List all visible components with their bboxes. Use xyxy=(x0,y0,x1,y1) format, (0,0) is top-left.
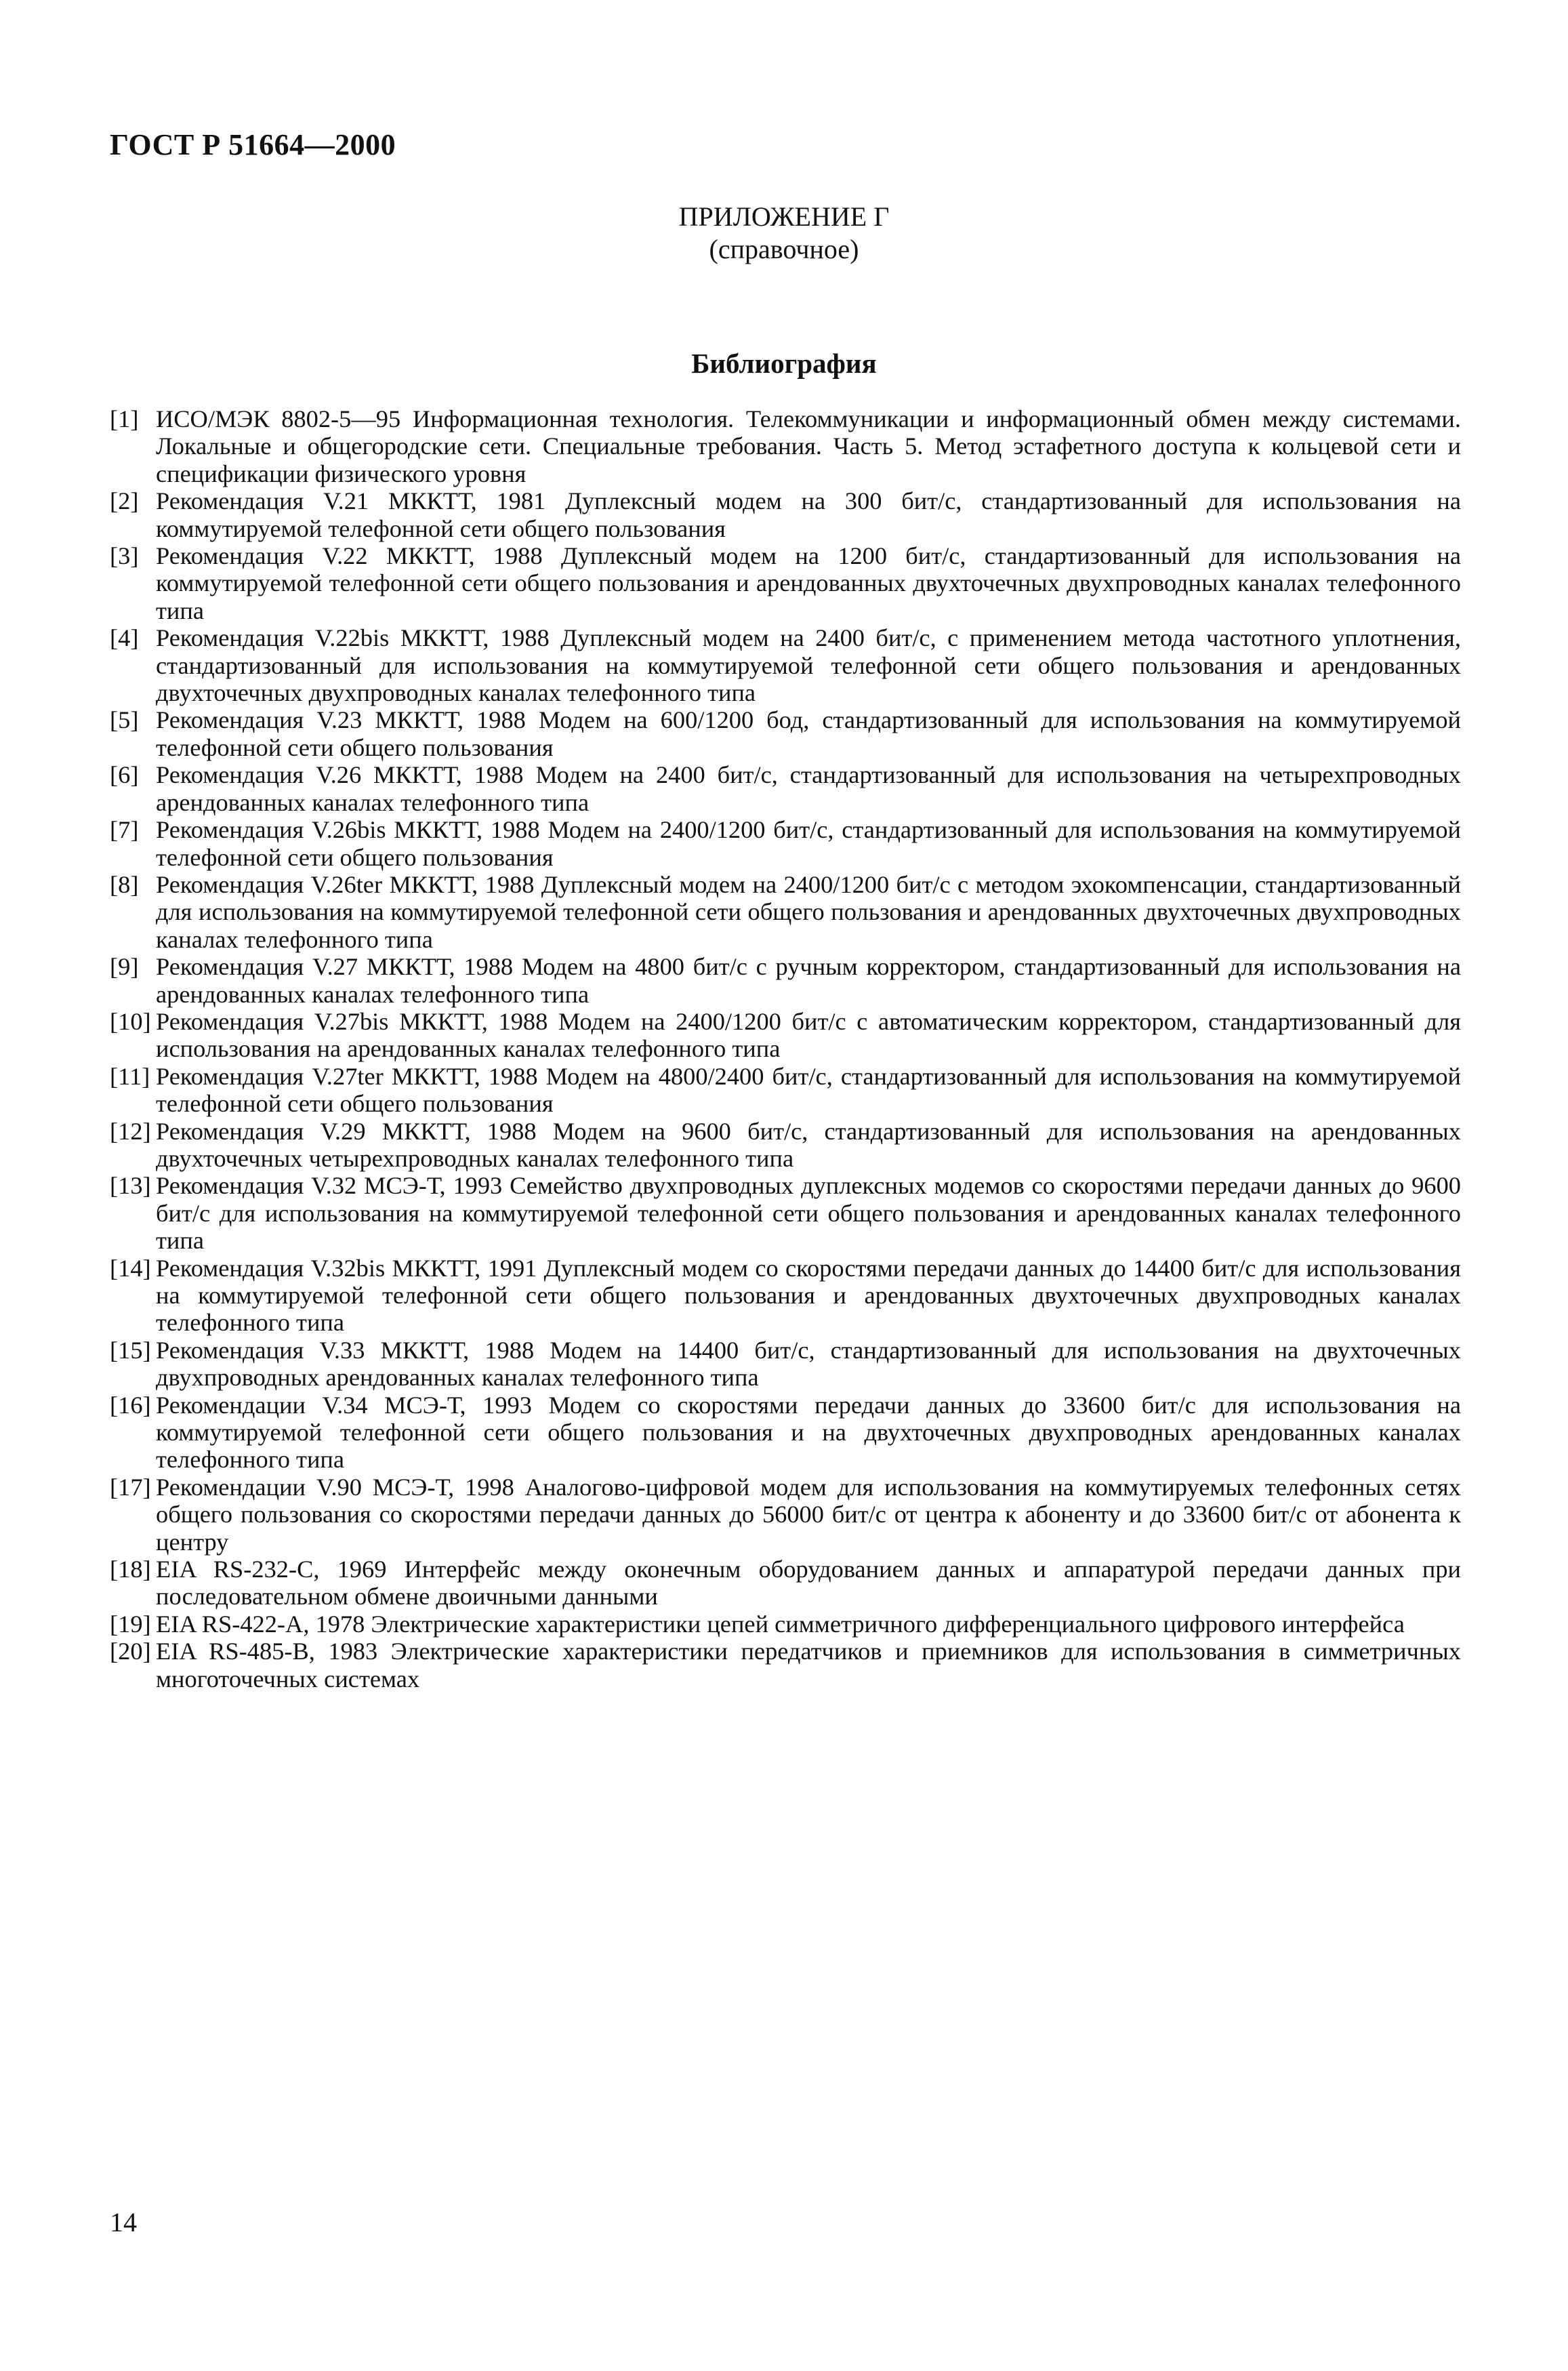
reference-number: [14] xyxy=(110,1254,151,1282)
reference-number: [15] xyxy=(110,1336,151,1364)
reference-item xyxy=(110,487,1461,542)
reference-item xyxy=(110,1474,1461,1556)
reference-number: [11] xyxy=(110,1062,150,1090)
reference-item xyxy=(110,542,1461,624)
reference-item xyxy=(110,1118,1461,1173)
reference-item xyxy=(110,706,1461,761)
reference-text: Рекомендация V.23 МККТТ, 1988 Модем на 600/1200 бод, стандартизованный для использования на коммутируемой телефонной сети общего пользования xyxy=(156,706,1461,761)
reference-number: [10] xyxy=(110,1007,151,1035)
reference-number: [2] xyxy=(110,487,139,515)
reference-text: Рекомендация V.26 МККТТ, 1988 Модем на 2400 бит/с, стандартизованный для использования на четырехпроводных арендованных каналах телефонного типа xyxy=(156,761,1461,816)
reference-item xyxy=(110,1063,1461,1118)
reference-number: [12] xyxy=(110,1117,151,1145)
reference-text: ИСО/МЭК 8802-5—95 Информационная технология. Телекоммуникации и информационный обмен между системами. Локальные и общегородские сети. Специальные требования. Часть 5. Метод эстафетного доступа к кольцевой сети и спецификации физического уровня xyxy=(156,405,1461,487)
bibliography-title: Библиография xyxy=(691,348,877,379)
reference-item xyxy=(110,1392,1461,1474)
reference-text: Рекомендация V.33 МККТТ, 1988 Модем на 14400 бит/с, стандартизованный для использования на двухточечных двухпроводных арендованных каналах телефонного типа xyxy=(156,1336,1461,1392)
reference-number: [8] xyxy=(110,870,139,898)
appendix-title: ПРИЛОЖЕНИЕ Г xyxy=(678,201,890,232)
reference-number: [6] xyxy=(110,761,139,789)
reference-item xyxy=(110,1008,1461,1063)
reference-text: Рекомендация V.22 МККТТ, 1988 Дуплексный модем на 1200 бит/с, стандартизованный для использования на коммутируемой телефонной сети общего пользования и арендованных двухточечных двухпроводных каналах телефонного типа xyxy=(156,542,1461,624)
appendix-heading xyxy=(0,201,1568,266)
reference-text: Рекомендация V.21 МККТТ, 1981 Дуплексный модем на 300 бит/с, стандартизованный для использования на коммутируемой телефонной сети общего пользования xyxy=(156,487,1461,542)
reference-number: [17] xyxy=(110,1473,151,1501)
reference-item xyxy=(110,871,1461,953)
reference-text: Рекомендация V.26ter МККТТ, 1988 Дуплексный модем на 2400/1200 бит/с с методом эхокомпенсации, стандартизованный для использования на коммутируемой телефонной сети общего пользования и арендованных двухточечных двухпроводных каналах телефонного типа xyxy=(156,870,1461,953)
reference-number: [20] xyxy=(110,1638,151,1665)
reference-text: Рекомендация V.22bis МККТТ, 1988 Дуплексный модем на 2400 бит/с, с применением метода частотного уплотнения, стандартизованный для использования на коммутируемой телефонной сети общего пользования и арендованных двухточечных двухпроводных каналах телефонного типа xyxy=(156,624,1461,707)
reference-text: Рекомендация V.32bis МККТТ, 1991 Дуплексный модем со скоростями передачи данных до 14400 бит/с для использования на коммутируемой телефонной сети общего пользования и арендованных двухточечных двухпроводных каналах телефонного типа xyxy=(156,1254,1461,1337)
reference-item xyxy=(110,1556,1461,1610)
reference-number: [13] xyxy=(110,1172,151,1200)
reference-item xyxy=(110,761,1461,816)
page-number: 14 xyxy=(110,2207,137,2237)
reference-text: Рекомендация V.26bis МККТТ, 1988 Модем на 2400/1200 бит/с, стандартизованный для использования на коммутируемой телефонной сети общего пользования xyxy=(156,816,1461,871)
reference-number: [5] xyxy=(110,706,139,734)
reference-text: Рекомендации V.90 МСЭ-Т, 1998 Аналогово-цифровой модем для использования на коммутируемых телефонных сетях общего пользования со скоростями передачи данных до 56000 бит/с от центра к абоненту и до 33600 бит/с от абонента к центру xyxy=(156,1473,1461,1556)
reference-item xyxy=(110,1610,1461,1638)
reference-item xyxy=(110,953,1461,1008)
reference-item xyxy=(110,1337,1461,1392)
reference-item xyxy=(110,1255,1461,1337)
reference-number: [7] xyxy=(110,816,139,844)
reference-number: [19] xyxy=(110,1610,151,1638)
document-code: ГОСТ Р 51664—2000 xyxy=(110,128,396,161)
reference-item xyxy=(110,624,1461,706)
reference-number: [18] xyxy=(110,1556,151,1583)
reference-number: [16] xyxy=(110,1391,151,1419)
reference-text: Рекомендация V.29 МККТТ, 1988 Модем на 9600 бит/с, стандартизованный для использования на арендованных двухточечных четырехпроводных каналах телефонного типа xyxy=(156,1117,1461,1172)
reference-text: EIA RS-485-B, 1983 Электрические характеристики передатчиков и приемников для использования в симметричных многоточечных системах xyxy=(156,1638,1461,1693)
reference-item xyxy=(110,405,1461,487)
reference-text: Рекомендация V.27ter МККТТ, 1988 Модем на 4800/2400 бит/с, стандартизованный для использования на коммутируемой телефонной сети общего пользования xyxy=(156,1062,1461,1118)
reference-text: EIA RS-422-A, 1978 Электрические характеристики цепей симметричного дифференциального цифрового интерфейса xyxy=(156,1610,1405,1638)
appendix-subtitle: (справочное) xyxy=(709,234,859,264)
reference-item xyxy=(110,1172,1461,1254)
reference-list xyxy=(110,405,1461,1693)
reference-number: [9] xyxy=(110,953,139,981)
reference-item xyxy=(110,1638,1461,1693)
reference-text: Рекомендация V.32 МСЭ-Т, 1993 Семейство двухпроводных дуплексных модемов со скоростями передачи данных до 9600 бит/с для использования на коммутируемой телефонной сети общего пользования и арендованных каналах телефонного типа xyxy=(156,1172,1461,1255)
reference-number: [4] xyxy=(110,624,139,652)
reference-text: Рекомендации V.34 МСЭ-Т, 1993 Модем со скоростями передачи данных до 33600 бит/с для использования на коммутируемой телефонной сети общего пользования и на двухточечных двухпроводных арендованных каналах телефонного типа xyxy=(156,1391,1461,1474)
reference-text: Рекомендация V.27 МККТТ, 1988 Модем на 4800 бит/с с ручным корректором, стандартизованный для использования на арендованных каналах телефонного типа xyxy=(156,953,1461,1008)
reference-text: EIA RS-232-C, 1969 Интерфейс между оконечным оборудованием данных и аппаратурой передачи данных при последовательном обмене двоичными данными xyxy=(156,1556,1461,1610)
reference-number: [3] xyxy=(110,542,139,570)
reference-text: Рекомендация V.27bis МККТТ, 1988 Модем на 2400/1200 бит/с с автоматическим корректором, стандартизованный для использования на арендованных каналах телефонного типа xyxy=(156,1007,1461,1063)
reference-number: [1] xyxy=(110,405,139,432)
reference-item xyxy=(110,816,1461,871)
